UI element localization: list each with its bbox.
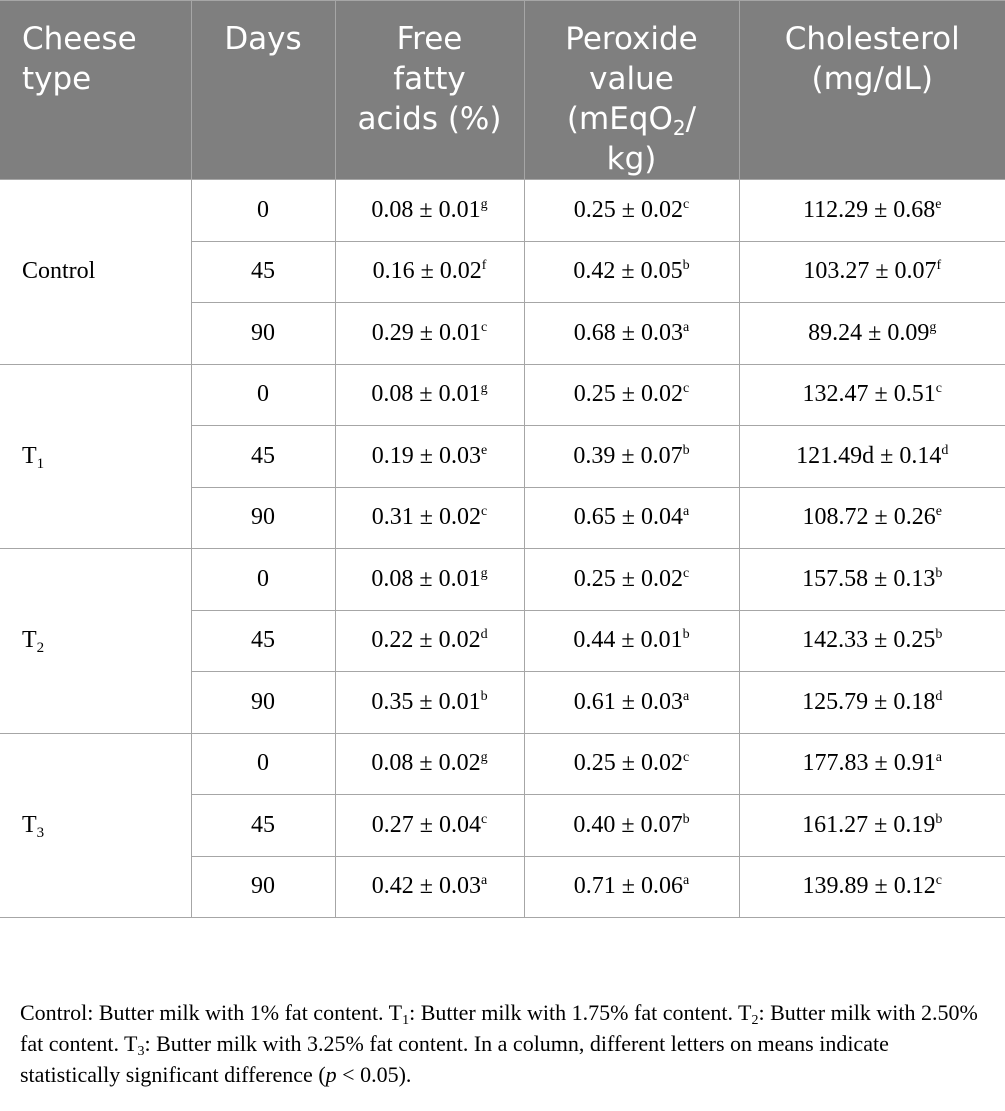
peroxide-cell: 0.71 ± 0.06$^a$ — [524, 856, 739, 918]
table-row — [0, 733, 1005, 795]
ffa-cell: 0.16 ± 0.02$^f$ — [335, 241, 524, 303]
days-cell: 90 — [191, 856, 335, 918]
cholesterol-cell: 112.29 ± 0.68$^e$ — [739, 180, 1005, 242]
ffa-cell: 0.27 ± 0.04$^c$ — [335, 795, 524, 857]
peroxide-cell: 0.25 ± 0.02$^c$ — [524, 180, 739, 242]
ffa-cell: 0.22 ± 0.02$^d$ — [335, 610, 524, 672]
ffa-cell: 0.42 ± 0.03$^a$ — [335, 856, 524, 918]
peroxide-cell: 0.25 ± 0.02$^c$ — [524, 549, 739, 611]
days-cell: 45 — [191, 610, 335, 672]
header-row — [0, 1, 1005, 180]
ffa-cell: 0.08 ± 0.01$^g$ — [335, 180, 524, 242]
cholesterol-cell: 125.79 ± 0.18$^d$ — [739, 672, 1005, 734]
header-peroxide-value: Peroxide value (mEqO$_2$/ kg) — [524, 1, 739, 180]
days-cell: 90 — [191, 487, 335, 549]
cholesterol-cell: 142.33 ± 0.25$^b$ — [739, 610, 1005, 672]
days-cell: 90 — [191, 303, 335, 365]
cholesterol-cell: 157.58 ± 0.13$^b$ — [739, 549, 1005, 611]
header-cheese-type: Cheese type — [0, 1, 191, 180]
days-cell: 45 — [191, 241, 335, 303]
cheese-type-cell: $T_3$ — [0, 733, 191, 918]
table-row — [0, 549, 1005, 611]
days-cell: 0 — [191, 549, 335, 611]
days-cell: 0 — [191, 364, 335, 426]
header-days: Days — [191, 1, 335, 180]
cholesterol-cell: 177.83 ± 0.91$^a$ — [739, 733, 1005, 795]
days-cell: 45 — [191, 426, 335, 488]
header-cholesterol: Cholesterol (mg/dL) — [739, 1, 1005, 180]
ffa-cell: 0.08 ± 0.02$^g$ — [335, 733, 524, 795]
cheese-type-cell: $T_2$ — [0, 549, 191, 734]
ffa-cell: 0.08 ± 0.01$^g$ — [335, 364, 524, 426]
table-body — [0, 180, 1005, 918]
cholesterol-cell: 161.27 ± 0.19$^b$ — [739, 795, 1005, 857]
ffa-cell: 0.31 ± 0.02$^c$ — [335, 487, 524, 549]
peroxide-cell: 0.44 ± 0.01$^b$ — [524, 610, 739, 672]
cholesterol-cell: 108.72 ± 0.26$^e$ — [739, 487, 1005, 549]
peroxide-cell: 0.25 ± 0.02$^c$ — [524, 364, 739, 426]
ffa-cell: 0.35 ± 0.01$^b$ — [335, 672, 524, 734]
peroxide-cell: 0.39 ± 0.07$^b$ — [524, 426, 739, 488]
peroxide-cell: 0.42 ± 0.05$^b$ — [524, 241, 739, 303]
peroxide-cell: 0.65 ± 0.04$^a$ — [524, 487, 739, 549]
cholesterol-cell: 132.47 ± 0.51$^c$ — [739, 364, 1005, 426]
days-cell: 0 — [191, 180, 335, 242]
peroxide-cell: 0.61 ± 0.03$^a$ — [524, 672, 739, 734]
header-free-fatty-acids: Free fatty acids (%) — [335, 1, 524, 180]
peroxide-cell: 0.25 ± 0.02$^c$ — [524, 733, 739, 795]
days-cell: 90 — [191, 672, 335, 734]
ffa-cell: 0.19 ± 0.03$^e$ — [335, 426, 524, 488]
cholesterol-cell: 121.49d ± 0.14$^d$ — [739, 426, 1005, 488]
table-footnote: Control: Butter milk with 1% fat content. $T_1$: Butter milk with 1.75% fat content. $T_2$: Butter milk with 2.50% fat content. $T_3$: Butter milk with 3.25% fat content. In a column, different letters on means indicate statistically significant difference (p < 0.05). — [20, 1000, 978, 1087]
peroxide-cell: 0.68 ± 0.03$^a$ — [524, 303, 739, 365]
days-cell: 45 — [191, 795, 335, 857]
cholesterol-cell: 103.27 ± 0.07$^f$ — [739, 241, 1005, 303]
table-row — [0, 364, 1005, 426]
cheese-type-cell: $T_1$ — [0, 364, 191, 549]
cholesterol-cell: 89.24 ± 0.09$^g$ — [739, 303, 1005, 365]
table-row — [0, 180, 1005, 242]
ffa-cell: 0.08 ± 0.01$^g$ — [335, 549, 524, 611]
ffa-cell: 0.29 ± 0.01$^c$ — [335, 303, 524, 365]
cheese-type-cell: Control — [0, 180, 191, 365]
days-cell: 0 — [191, 733, 335, 795]
cholesterol-cell: 139.89 ± 0.12$^c$ — [739, 856, 1005, 918]
peroxide-cell: 0.40 ± 0.07$^b$ — [524, 795, 739, 857]
